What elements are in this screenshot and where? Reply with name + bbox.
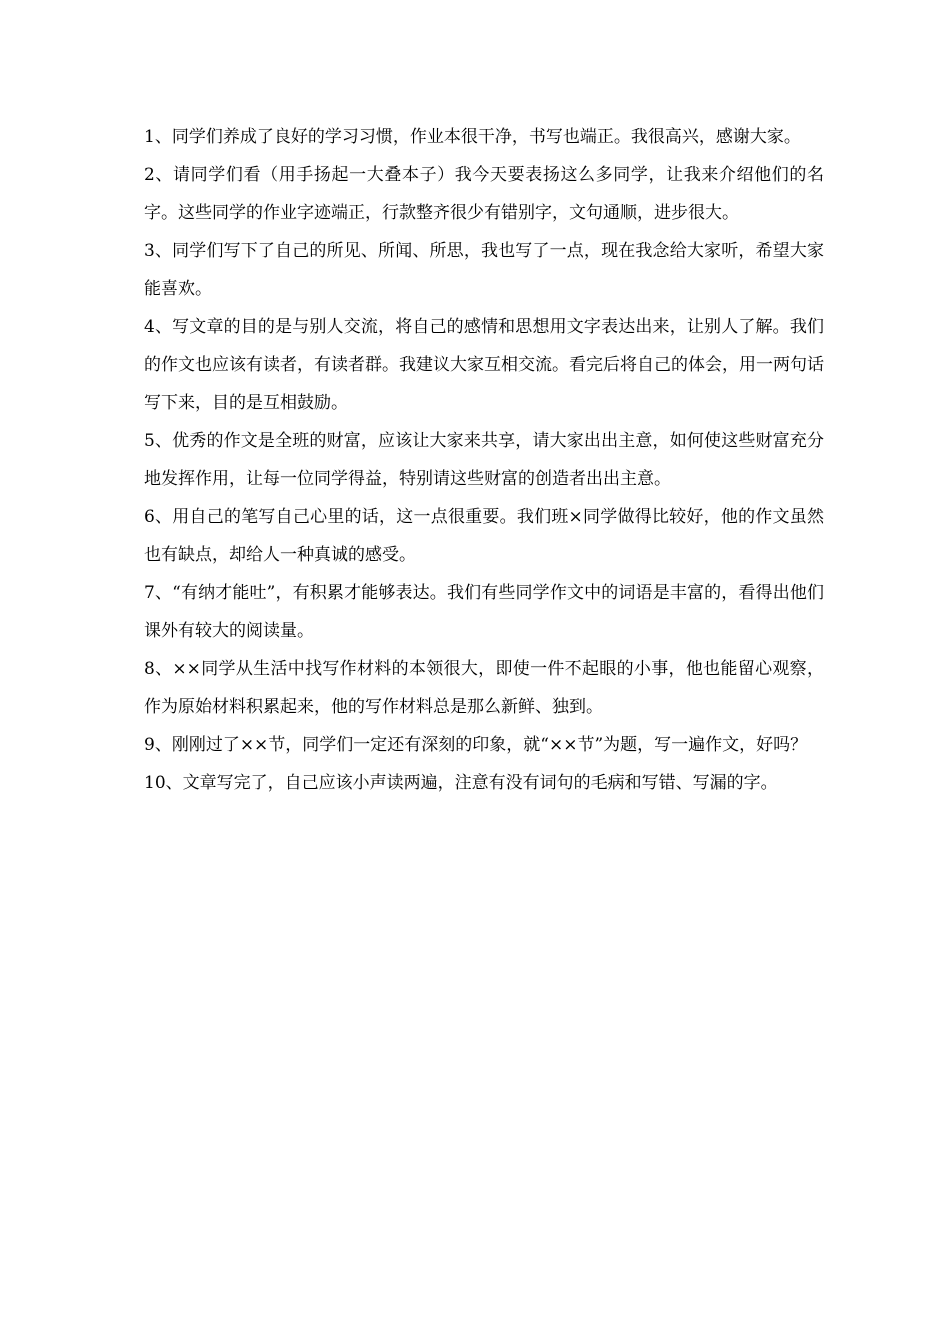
paragraph-10: 10、文章写完了，自己应该小声读两遍，注意有没有词句的毛病和写错、写漏的字。 xyxy=(144,773,778,793)
paragraph-1: 1、同学们养成了良好的学习习惯，作业本很干净，书写也端正。我很高兴，感谢大家。 xyxy=(144,127,801,147)
paragraph-7: 7、“有纳才能吐”，有积累才能够表达。我们有些同学作文中的词语是丰富的，看得出他们课外有较大的阅读量。 xyxy=(144,583,824,641)
paragraph-5: 5、优秀的作文是全班的财富，应该让大家来共享，请大家出出主意，如何使这些财富充分地发挥作用，让每一位同学得益，特别请这些财富的创造者出出主意。 xyxy=(144,431,824,489)
paragraph-9: 9、刚刚过了××节，同学们一定还有深刻的印象，就“××节”为题，写一遍作文，好吗？ xyxy=(144,735,808,755)
paragraph-3: 3、同学们写下了自己的所见、所闻、所思，我也写了一点，现在我念给大家听，希望大家能喜欢。 xyxy=(144,241,824,299)
paragraph-6: 6、用自己的笔写自己心里的话，这一点很重要。我们班×同学做得比较好，他的作文虽然也有缺点，却给人一种真诚的感受。 xyxy=(144,507,824,565)
document-body xyxy=(144,118,824,802)
paragraph-4: 4、写文章的目的是与别人交流，将自己的感情和思想用文字表达出来，让别人了解。我们的作文也应该有读者，有读者群。我建议大家互相交流。看完后将自己的体会，用一两句话写下来，目的是互相鼓励。 xyxy=(144,317,824,413)
paragraph-2: 2、请同学们看（用手扬起一大叠本子）我今天要表扬这么多同学，让我来介绍他们的名字。这些同学的作业字迹端正，行款整齐很少有错别字，文句通顺，进步很大。 xyxy=(144,165,824,223)
paragraph-8: 8、××同学从生活中找写作材料的本领很大，即使一件不起眼的小事，他也能留心观察，作为原始材料积累起来，他的写作材料总是那么新鲜、独到。 xyxy=(144,659,824,717)
